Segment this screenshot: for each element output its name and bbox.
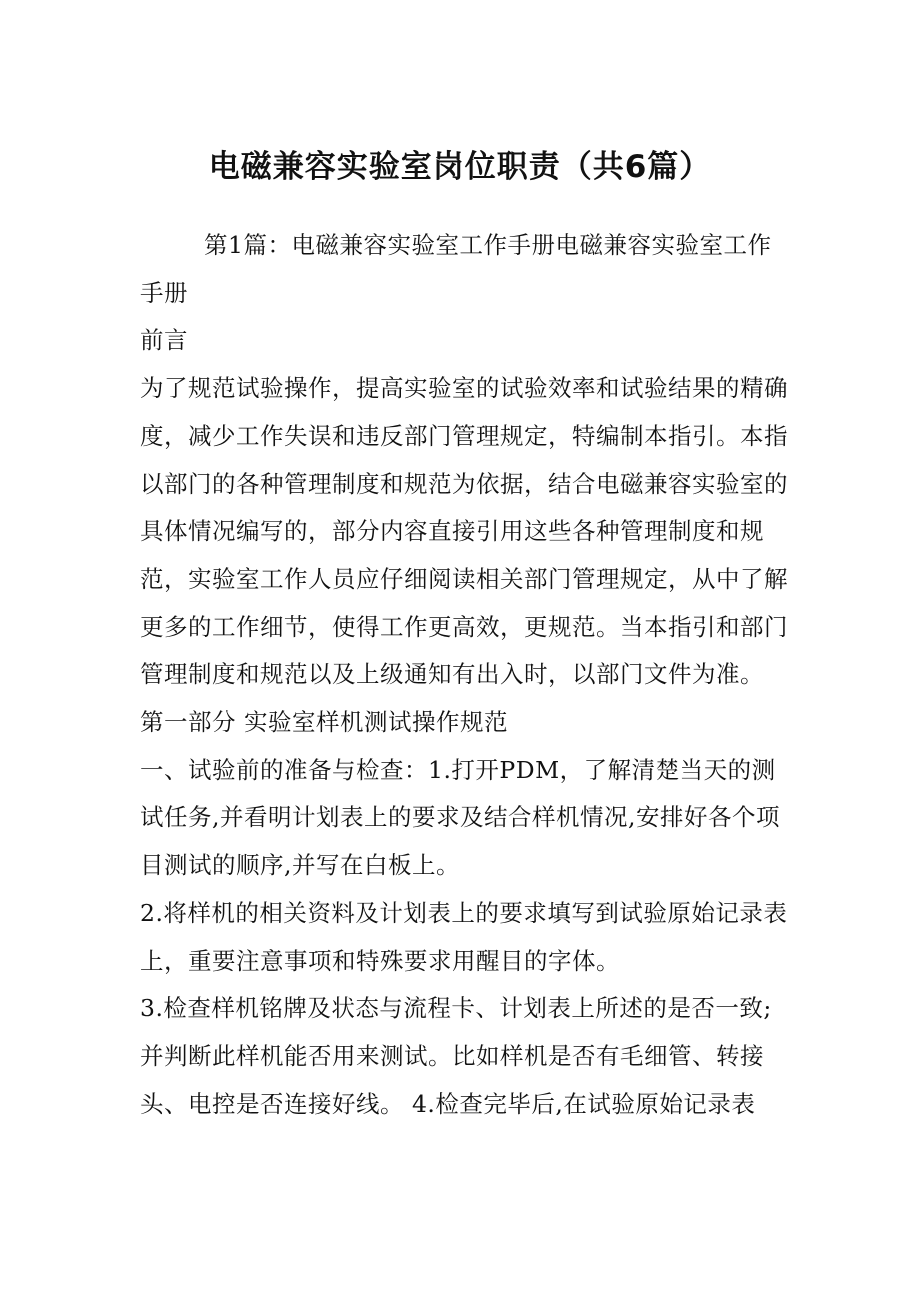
body-paragraph: 3.检查样机铭牌及状态与流程卡、计划表上所述的是否一致;并判断此样机能否用来测试。比如样机是否有毛细管、转接头、电控是否连接好线。 4.检查完毕后,在试验原始记录表 (140, 994, 772, 1118)
part-heading: 第一部分 实验室样机测试操作规范 (140, 708, 508, 737)
chapter-heading: 第1篇：电磁兼容实验室工作手册电磁兼容实验室工作手册 (140, 231, 772, 307)
body-paragraph: 2.将样机的相关资料及计划表上的要求填写到试验原始记录表上，重要注意事项和特殊要求用醒目的字体。 (140, 898, 788, 975)
document-body (140, 222, 790, 1128)
section-heading-preface: 前言 (140, 326, 188, 355)
document-title: 电磁兼容实验室岗位职责（共6篇） (208, 149, 712, 185)
body-paragraph: 一、试验前的准备与检查：1.打开PDM，了解清楚当天的测试任务,并看明计划表上的要求及结合样机情况,安排好各个项目测试的顺序,并写在白板上。 (140, 755, 780, 880)
preface-paragraph: 为了规范试验操作，提高实验室的试验效率和试验结果的精确度，减少工作失误和违反部门管理规定，特编制本指引。本指以部门的各种管理制度和规范为依据，结合电磁兼容实验室的具体情况编写的，部分内容直接引用这些各种管理制度和规范，实验室工作人员应仔细阅读相关部门管理规定，从中了解更多的工作细节，使得工作更高效，更规范。当本指引和部门管理制度和规范以及上级通知有出入时，以部门文件为准。 (140, 374, 788, 689)
